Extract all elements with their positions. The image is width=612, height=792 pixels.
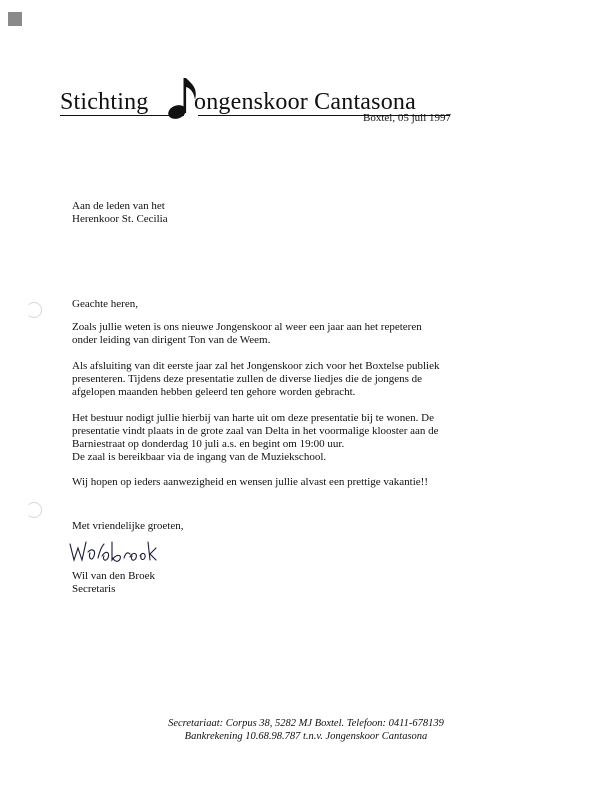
paragraph-line: Zoals jullie weten is ons nieuwe Jongenskoor al weer een jaar aan het repeteren	[72, 321, 422, 333]
signer-title: Secretaris	[72, 583, 116, 595]
closing: Met vriendelijke groeten,	[72, 520, 184, 532]
punch-hole-top	[26, 302, 42, 318]
paragraph-line: presenteren. Tijdens deze presentatie zullen de diverse liedjes die de jongens de	[72, 373, 423, 385]
address-line: Herenkoor St. Cecilia	[72, 213, 168, 225]
paragraph-line: Wij hopen op ieders aanwezigheid en wensen jullie alvast een prettige vakantie!!	[72, 476, 429, 488]
signer-name: Wil van den Broek	[72, 570, 155, 582]
letterhead-underline-left	[60, 115, 184, 116]
paragraph-line: Als afsluiting van dit eerste jaar zal het Jongenskoor zich voor het Boxtelse publiek	[72, 360, 440, 372]
footer	[0, 717, 612, 743]
paragraph-line: presentatie vindt plaats in de grote zaal van Delta in het voormalige klooster aan de	[72, 425, 439, 437]
letterhead-jongenskoor-cantasona: ongenskoor Cantasona	[194, 89, 416, 115]
paragraph-3	[72, 412, 439, 464]
letterhead-stichting: Stichting	[60, 89, 149, 115]
paragraph-1	[72, 321, 422, 347]
punch-hole-bottom	[26, 502, 42, 518]
paragraph-2	[72, 360, 440, 399]
paragraph-line: Barniestraat op donderdag 10 juli a.s. en begint om 19:00 uur.	[72, 438, 345, 450]
paragraph-line: Het bestuur nodigt jullie hierbij van harte uit om deze presentatie bij te wonen. De	[72, 412, 434, 424]
scan-corner-mark	[8, 12, 22, 26]
salutation: Geachte heren,	[72, 298, 138, 310]
paragraph-line: De zaal is bereikbaar via de ingang van de Muziekschool.	[72, 451, 327, 463]
signer-block	[72, 570, 155, 596]
paragraph-line: onder leiding van dirigent Ton van de Weem.	[72, 334, 271, 346]
footer-line-address: Secretariaat: Corpus 38, 5282 MJ Boxtel. Telefoon: 0411-678139	[168, 718, 444, 729]
paragraph-4	[72, 476, 428, 489]
letter-date: Boxtel, 05 juli 1997	[363, 112, 451, 124]
address-line: Aan de leden van het	[72, 200, 165, 212]
footer-line-bank: Bankrekening 10.68.98.787 t.n.v. Jongenskoor Cantasona	[184, 731, 428, 742]
paragraph-line: afgelopen maanden hebben geleerd ten gehore worden gebracht.	[72, 386, 356, 398]
recipient-address	[72, 200, 168, 226]
handwritten-signature	[68, 536, 158, 566]
